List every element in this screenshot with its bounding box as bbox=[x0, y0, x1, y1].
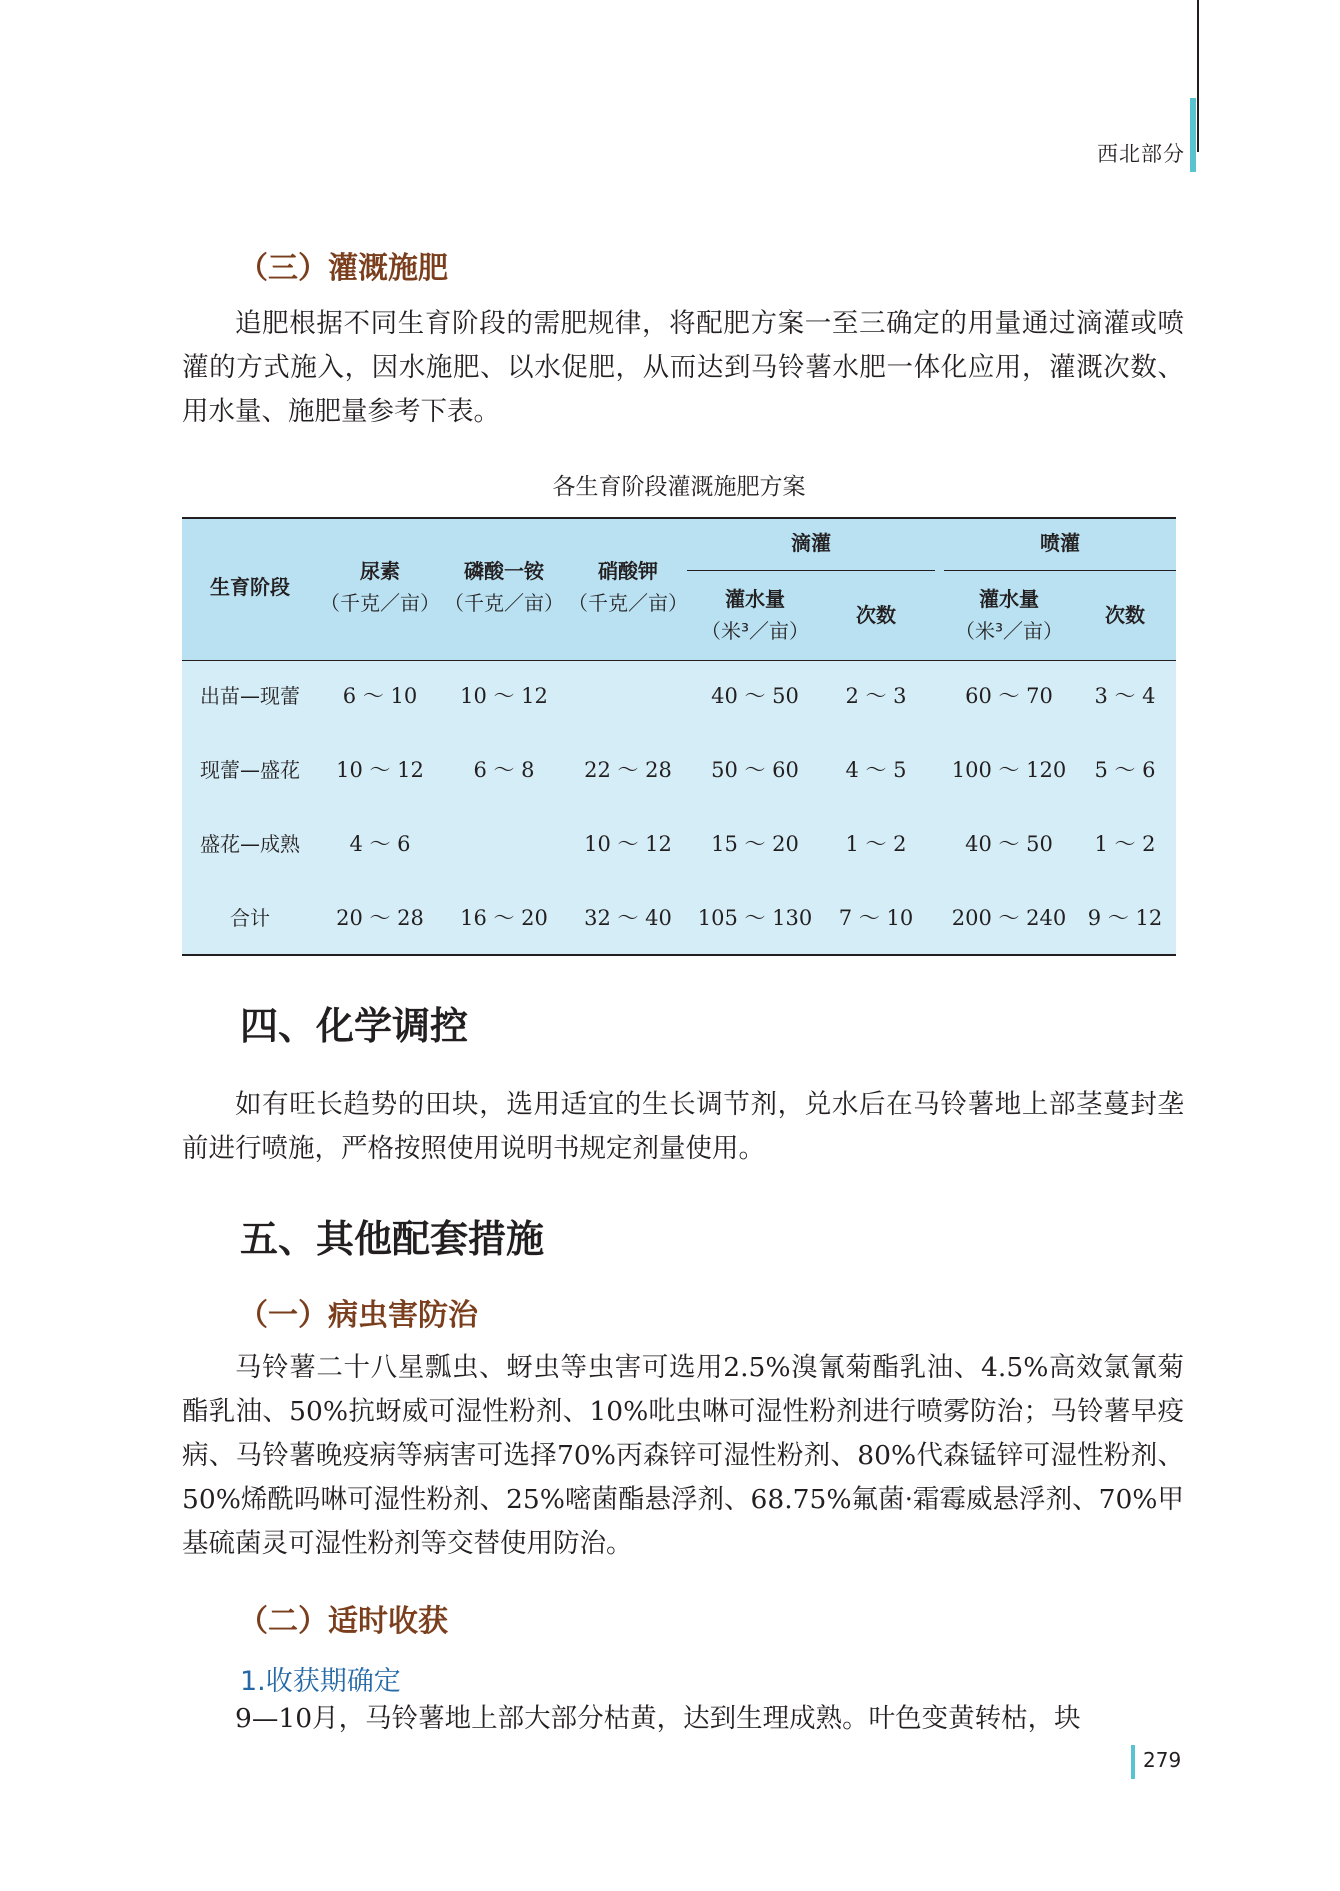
row2-drip-water: 50 ～ 60 bbox=[711, 758, 799, 782]
row-total-spray-times: 9 ～ 12 bbox=[1087, 906, 1163, 930]
header-urea-unit: （千克／亩） bbox=[320, 591, 440, 615]
row1-map: 10 ～ 12 bbox=[460, 684, 548, 708]
table-header-rule bbox=[182, 660, 1176, 661]
header-kno3-unit: （千克／亩） bbox=[568, 591, 688, 615]
drip-group-rule bbox=[687, 570, 935, 571]
row-total-kno3: 32 ～ 40 bbox=[584, 906, 672, 930]
spray-group-rule bbox=[944, 570, 1176, 571]
other-measures-heading: 五、其他配套措施 bbox=[240, 1217, 545, 1261]
row1-drip-water: 40 ～ 50 bbox=[711, 684, 799, 708]
header-drip-water-name: 灌水量 bbox=[725, 587, 785, 611]
row1-stage: 出苗—现蕾 bbox=[200, 684, 300, 708]
row2-map: 6 ～ 8 bbox=[473, 758, 535, 782]
header-drip: 滴灌 bbox=[791, 531, 831, 555]
irrigation-paragraph: 追肥根据不同生育阶段的需肥规律，将配肥方案一至三确定的用量通过滴灌或喷灌的方式施入，因水施肥、以水促肥，从而达到马铃薯水肥一体化应用，灌溉次数、用水量、施肥量参考下表。 bbox=[182, 308, 1184, 427]
header-accent-bar bbox=[1190, 98, 1196, 172]
table-bottom-rule bbox=[182, 954, 1176, 956]
harvest-paragraph: 9—10月，马铃薯地上部大部分枯黄，达到生理成熟。叶色变黄转枯，块 bbox=[235, 1703, 1081, 1734]
harvest-heading: （二）适时收获 bbox=[238, 1604, 448, 1639]
header-map-name: 磷酸一铵 bbox=[464, 559, 544, 583]
header-drip-times: 次数 bbox=[856, 603, 896, 627]
row2-spray-times: 5 ～ 6 bbox=[1094, 758, 1156, 782]
row-total-drip-times: 7 ～ 10 bbox=[838, 906, 914, 930]
header-urea bbox=[318, 555, 442, 619]
chemical-heading: 四、化学调控 bbox=[240, 1004, 469, 1048]
fertigation-table bbox=[182, 517, 1176, 956]
row-total-urea: 20 ～ 28 bbox=[336, 906, 424, 930]
row3-drip-times: 1 ～ 2 bbox=[845, 832, 907, 856]
header-map-unit: （千克／亩） bbox=[444, 591, 564, 615]
table-caption: 各生育阶段灌溉施肥方案 bbox=[552, 474, 806, 500]
header-drip-water bbox=[690, 583, 820, 647]
row-total-stage: 合计 bbox=[230, 906, 270, 930]
row2-kno3: 22 ～ 28 bbox=[584, 758, 672, 782]
row1-spray-water: 60 ～ 70 bbox=[965, 684, 1053, 708]
harvest-subheading: 1.收获期确定 bbox=[240, 1666, 401, 1697]
irrigation-heading: （三）灌溉施肥 bbox=[238, 251, 448, 286]
row1-drip-times: 2 ～ 3 bbox=[845, 684, 907, 708]
row1-urea: 6 ～ 10 bbox=[342, 684, 418, 708]
pest-heading: （一）病虫害防治 bbox=[238, 1298, 478, 1333]
chemical-paragraph: 如有旺长趋势的田块，选用适宜的生长调节剂，兑水后在马铃薯地上部茎蔓封垄前进行喷施，严格按照使用说明书规定剂量使用。 bbox=[182, 1089, 1184, 1164]
pest-paragraph: 马铃薯二十八星瓢虫、蚜虫等虫害可选用2.5%溴氰菊酯乳油、4.5%高效氯氰菊酯乳油、50%抗蚜威可湿性粉剂、10%吡虫啉可湿性粉剂进行喷雾防治；马铃薯早疫病、马铃薯晚疫病等病害可选择70%丙森锌可湿性粉剂、80%代森锰锌可湿性粉剂、50%烯酰吗啉可湿性粉剂、25%嘧菌酯悬浮剂、68.75%氟菌·霜霉威悬浮剂、70%甲基硫菌灵可湿性粉剂等交替使用防治。 bbox=[182, 1352, 1184, 1559]
row2-urea: 10 ～ 12 bbox=[336, 758, 424, 782]
row3-stage: 盛花—成熟 bbox=[200, 832, 300, 856]
header-map bbox=[442, 555, 566, 619]
row-total-spray-water: 200 ～ 240 bbox=[951, 906, 1067, 930]
row3-spray-water: 40 ～ 50 bbox=[965, 832, 1053, 856]
row2-stage: 现蕾—盛花 bbox=[200, 758, 300, 782]
row3-kno3: 10 ～ 12 bbox=[584, 832, 672, 856]
header-stage: 生育阶段 bbox=[210, 575, 290, 599]
row3-drip-water: 15 ～ 20 bbox=[711, 832, 799, 856]
row3-urea: 4 ～ 6 bbox=[349, 832, 411, 856]
header-spray-water bbox=[944, 583, 1074, 647]
header-kno3-name: 硝酸钾 bbox=[598, 559, 658, 583]
header-drip-water-unit: （米³／亩） bbox=[700, 619, 810, 643]
row3-spray-times: 1 ～ 2 bbox=[1094, 832, 1156, 856]
page-number: 279 bbox=[1143, 1748, 1182, 1772]
header-kno3 bbox=[566, 555, 690, 619]
header-spray-water-name: 灌水量 bbox=[979, 587, 1039, 611]
header-spray-times: 次数 bbox=[1105, 603, 1145, 627]
footer-accent-bar bbox=[1131, 1745, 1135, 1779]
row-total-drip-water: 105 ～ 130 bbox=[697, 906, 813, 930]
row1-spray-times: 3 ～ 4 bbox=[1094, 684, 1156, 708]
header-spray-water-unit: （米³／亩） bbox=[954, 619, 1064, 643]
running-head: 西北部分 bbox=[1097, 142, 1185, 166]
header-spray: 喷灌 bbox=[1040, 531, 1080, 555]
row-total-map: 16 ～ 20 bbox=[460, 906, 548, 930]
header-rule bbox=[1197, 0, 1199, 152]
row2-drip-times: 4 ～ 5 bbox=[845, 758, 907, 782]
header-urea-name: 尿素 bbox=[360, 559, 400, 583]
row2-spray-water: 100 ～ 120 bbox=[951, 758, 1067, 782]
